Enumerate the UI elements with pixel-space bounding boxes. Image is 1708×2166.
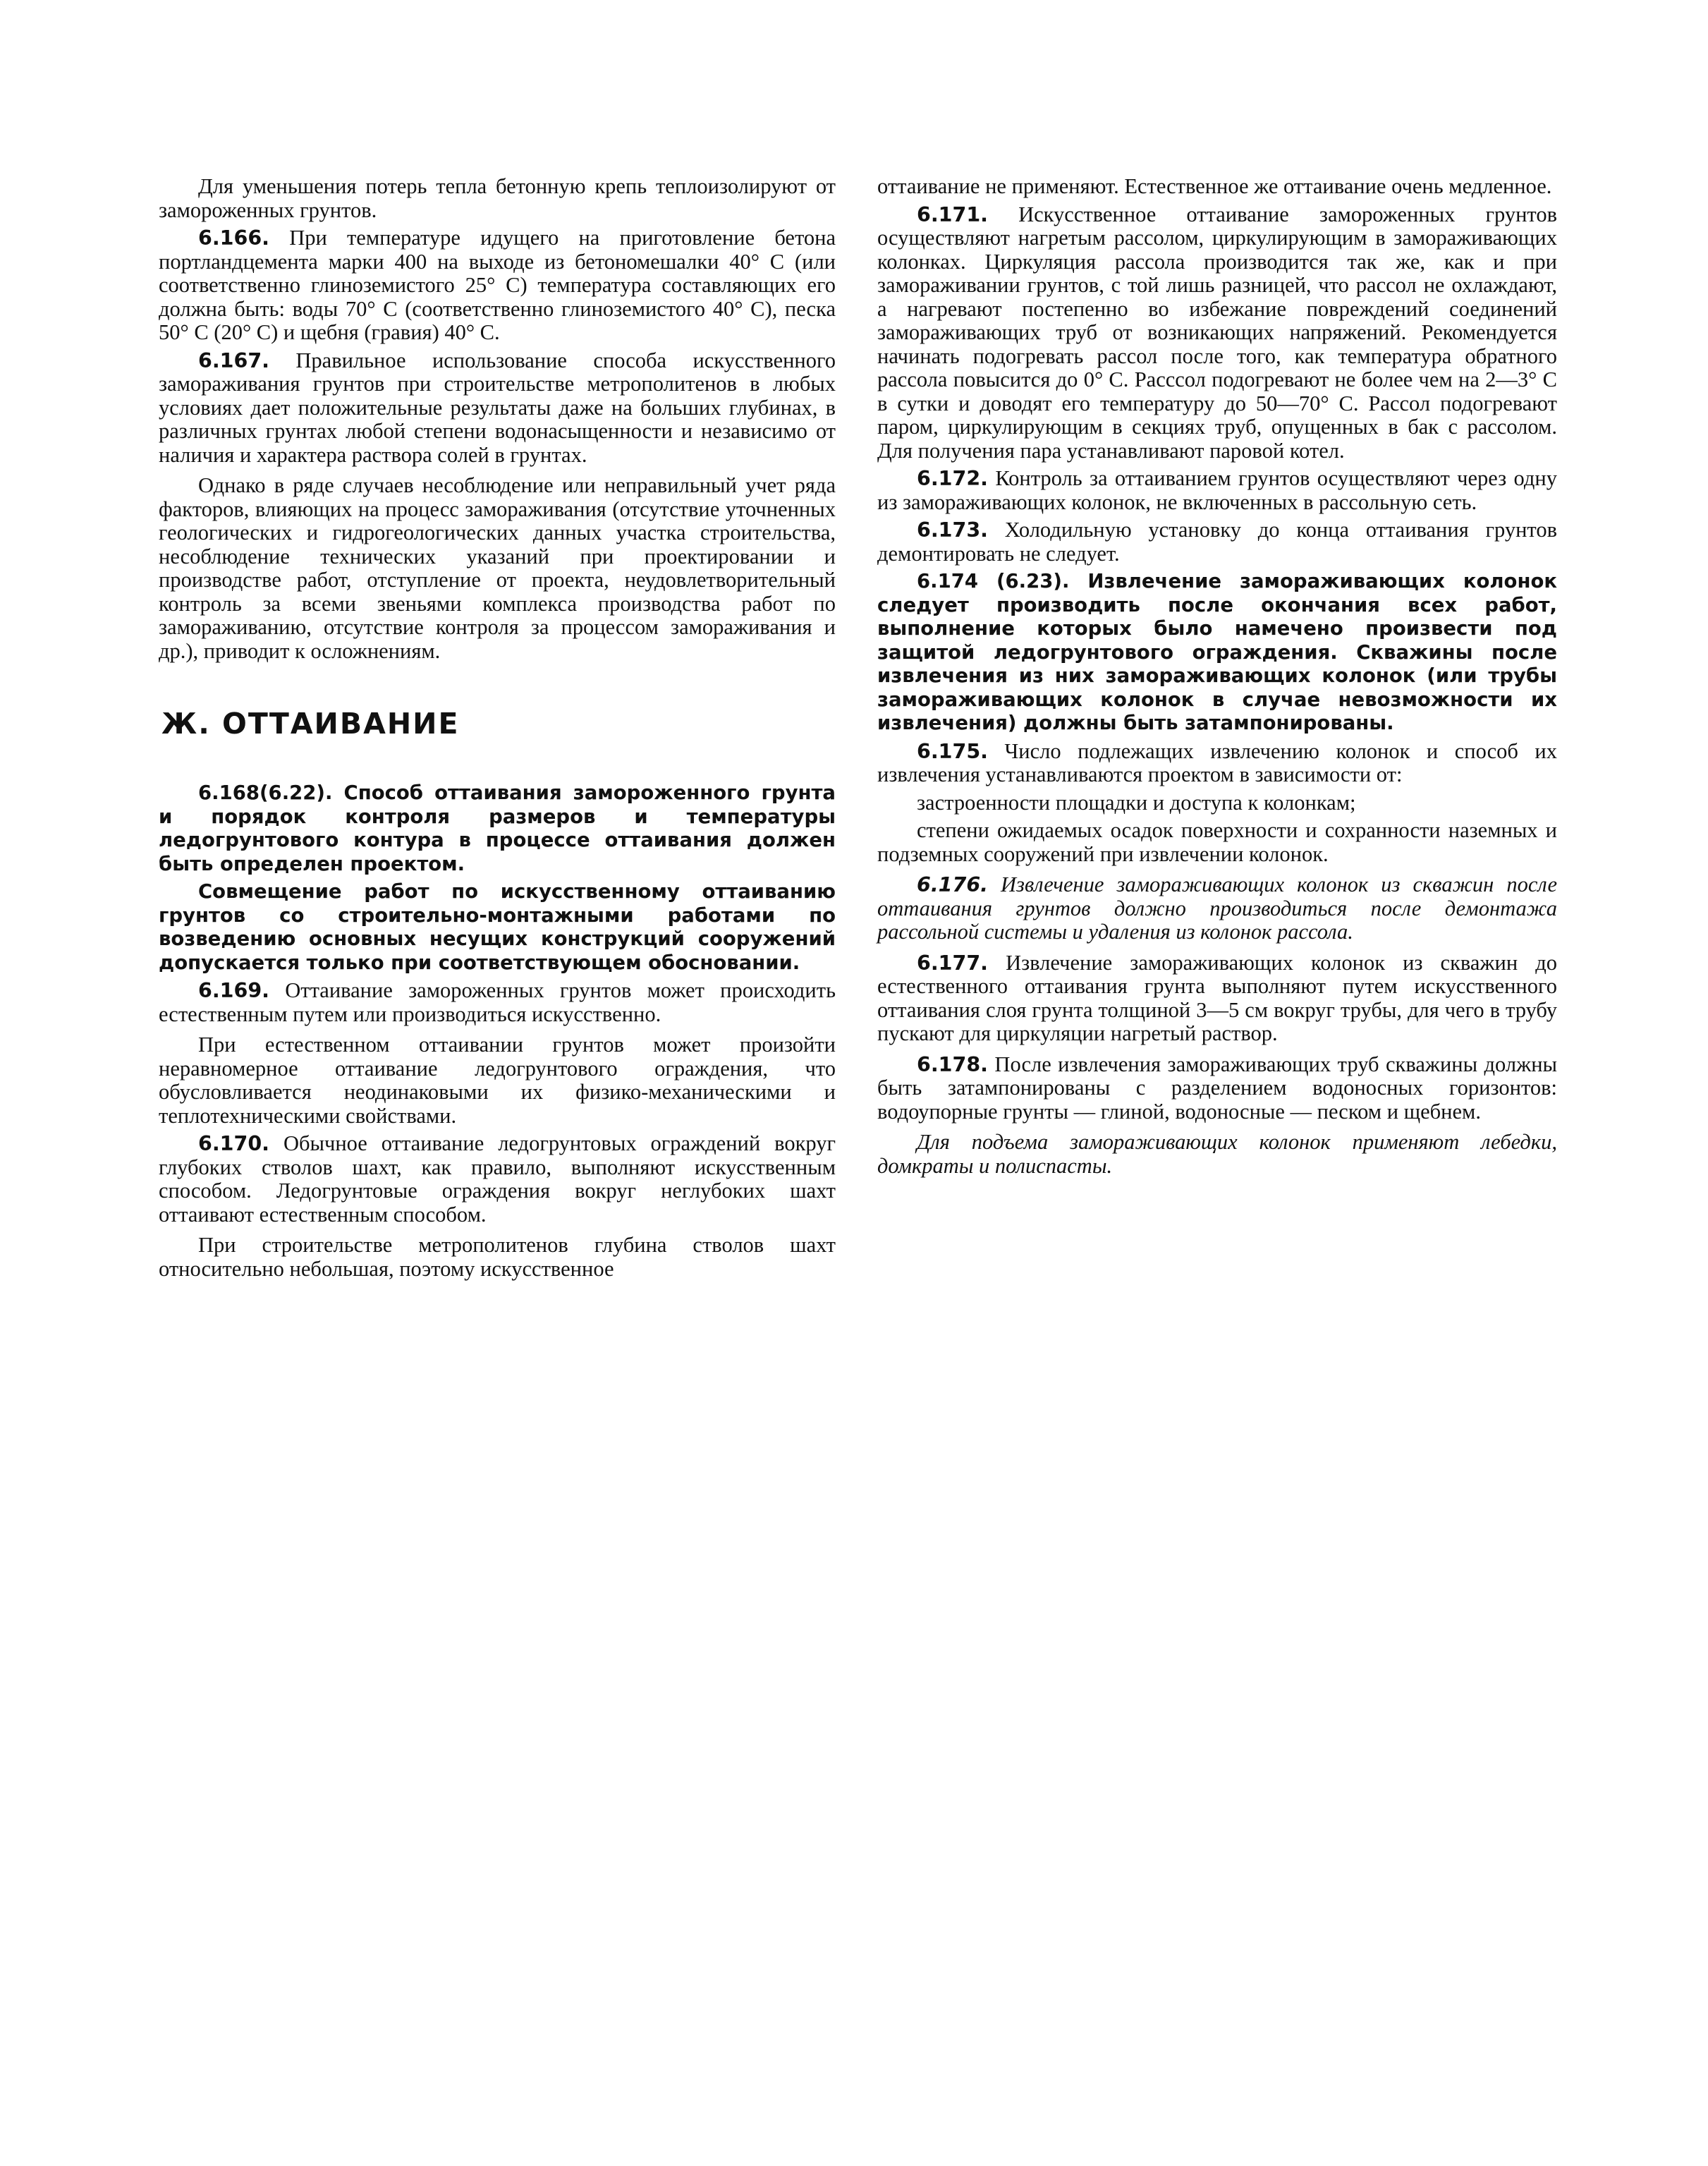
- paragraph: оттаивание не применяют. Естественное же оттаивание очень медленное.: [877, 174, 1552, 198]
- paragraph: Однако в ряде случаев несоблюдение или неправильный учет ряда факторов, влияющих на процесс замораживания (отсутствие уточненных геологических и гидрогеологических данных участка строительства, несоблюдение технических указаний при проектировании и производстве работ, отступление от проекта, неудовлетворительный контроль за всеми звеньями комплекса производства работ по замораживанию, отсутствие контроля за процессом замораживания и др.), приводит к осложнениям.: [159, 473, 836, 663]
- clause-number: 6.177.: [917, 951, 988, 975]
- clause-number: 6.172.: [917, 467, 988, 490]
- clause-text: Извлечение замораживающих колонок из скважин после оттаивания грунтов должно производиться после демонтажа рассольной системы и удаления из колонок рассола.: [877, 872, 1557, 944]
- clause-text: Правильное использование способа искусственного замораживания грунтов при строительстве метрополитенов в любых условиях дает положительные результаты даже на больших глубинах, в различных грунтах любой степени водонасыщенности и независимо от наличия и характера раствора солей в грунтах.: [159, 348, 836, 467]
- paragraph-6-167: [159, 349, 836, 468]
- right-column: [877, 175, 1557, 1182]
- list-item: застроенности площадки и доступа к колонкам;: [917, 790, 1356, 815]
- paragraph: Для уменьшения потерь тепла бетонную крепь теплоизолируют от замороженных грунтов.: [159, 174, 836, 222]
- clause-number: 6.167.: [198, 348, 269, 372]
- clause-text: Число подлежащих извлечению колонок и способ их извлечения устанавливаются проектом в зависимости от:: [877, 738, 1557, 786]
- paragraph-6-172: [877, 467, 1557, 514]
- paragraph-6-173: [877, 518, 1557, 566]
- clause-text: Контроль за оттаиванием грунтов осуществляют через одну из замораживающих колонок, не включенных в рассольную сеть.: [877, 466, 1557, 514]
- paragraph-6-178: [877, 1053, 1557, 1124]
- paragraph: При строительстве метрополитенов глубина стволов шахт относительно небольшая, поэтому искусственное: [159, 1233, 836, 1281]
- clause-number: 6.176.: [917, 873, 988, 896]
- clause-number: 6.166.: [198, 226, 269, 250]
- paragraph-6-170: [159, 1132, 836, 1227]
- clause-text: После извлечения замораживающих труб скважины должны быть затампонированы с разделением водоносных горизонтов: водоупорные грунты — глиной, водоносные — песком и щебнем.: [877, 1052, 1558, 1124]
- paragraph-6-171: [877, 203, 1557, 463]
- clause-number: 6.169.: [198, 979, 269, 1002]
- paragraph-6-169: [159, 979, 836, 1026]
- clause-text: Обычное оттаивание ледогрунтовых ограждений вокруг глубоких стволов шахт, как правило, выполняют искусственным способом. Ледогрунтовые ограждения вокруг неглубоких шахт оттаивают естественным способом.: [159, 1131, 836, 1227]
- clause-text: При температуре идущего на приготовление бетона портландцемента марки 400 на выходе из бетономешалки 40° С (или соответственно глиноземистого 25° С) температура составляющих его должна быть: воды 70° С (соответственно глиноземистого 40° С), песка 50° С (20° С) и щебня (гравия) 40° С.: [159, 226, 836, 344]
- list-item: степени ожидаемых осадок поверхности и сохранности наземных и подземных сооружений при извлечении колонок.: [877, 818, 1557, 866]
- paragraph: При естественном оттаивании грунтов может произойти неравномерное оттаивание ледогрунтового ограждения, что обусловливается неодинаковыми их физико-механическими и теплотехническими свойствами.: [159, 1033, 836, 1128]
- paragraph-6-166: [159, 226, 836, 345]
- clause-text: Оттаивание замороженных грунтов может происходить естественным путем или производиться искусственно.: [159, 978, 836, 1026]
- clause-number: 6.171.: [917, 202, 988, 226]
- left-column: [159, 175, 836, 1285]
- clause-number: 6.170.: [198, 1132, 269, 1155]
- clause-text: Извлечение замораживающих колонок из скважин до естественного оттаивания грунта выполняют путем искусственного оттаивания слоя грунта толщиной 3—5 см вокруг трубы, для чего в трубу пускают для циркуляции нагретый раствор.: [877, 950, 1557, 1045]
- paragraph: Для подъема замораживающих колонок применяют лебедки, домкраты и полиспасты.: [877, 1130, 1557, 1178]
- paragraph-6-174: 6.174 (6.23). Извлечение замораживающих колонок следует производить после окончания всех работ, выполнение которых было намечено произвести под защитой ледогрунтового ограждения. Скважины после извлечения из них замораживающих колонок (или трубы замораживающих колонок в случае невозможности их извлечения) должны быть затампонированы.: [877, 570, 1557, 734]
- clause-number: 6.173.: [917, 518, 988, 542]
- clause-text: Холодильную установку до конца оттаивания грунтов демонтировать не следует.: [877, 518, 1557, 566]
- section-heading: Ж. ОТТАИВАНИЕ: [161, 707, 460, 741]
- paragraph-bold: Совмещение работ по искусственному оттаиванию грунтов со строительно-монтажными работами по возведению основных несущих конструкций сооружений допускается только при соответствующем обосновании.: [159, 880, 836, 974]
- paragraph-6-177: [877, 951, 1557, 1046]
- paragraph-6-175: [877, 740, 1557, 787]
- clause-text: Искусственное оттаивание замороженных грунтов осуществляют нагретым рассолом, циркулирующим в замораживающих колонках. Циркуляция рассола производится так же, как и при замораживании грунтов, с той лишь разницей, что рассол не охлаждают, а нагревают постепенно во избежание повреждений соединений замораживающих труб от возникающих напряжений. Рекомендуется начинать подогревать рассол после того, как температура обратного рассола повысится до 0° С. Расссол подогревают не более чем на 2—3° С в сутки и доводят его температуру до 50—70° С. Рассол подогревают паром, циркулирующим в секциях труб, опущенных в бак с рассолом. Для получения пара устанавливают паровой котел.: [877, 202, 1558, 463]
- paragraph-6-176: [877, 873, 1557, 944]
- clause-number: 6.178.: [917, 1052, 988, 1076]
- clause-number: 6.175.: [917, 739, 988, 763]
- paragraph-6-168: 6.168(6.22). Способ оттаивания замороженного грунта и порядок контроля размеров и температуры ледогрунтового контура в процессе оттаивания должен быть определен проектом.: [159, 781, 836, 875]
